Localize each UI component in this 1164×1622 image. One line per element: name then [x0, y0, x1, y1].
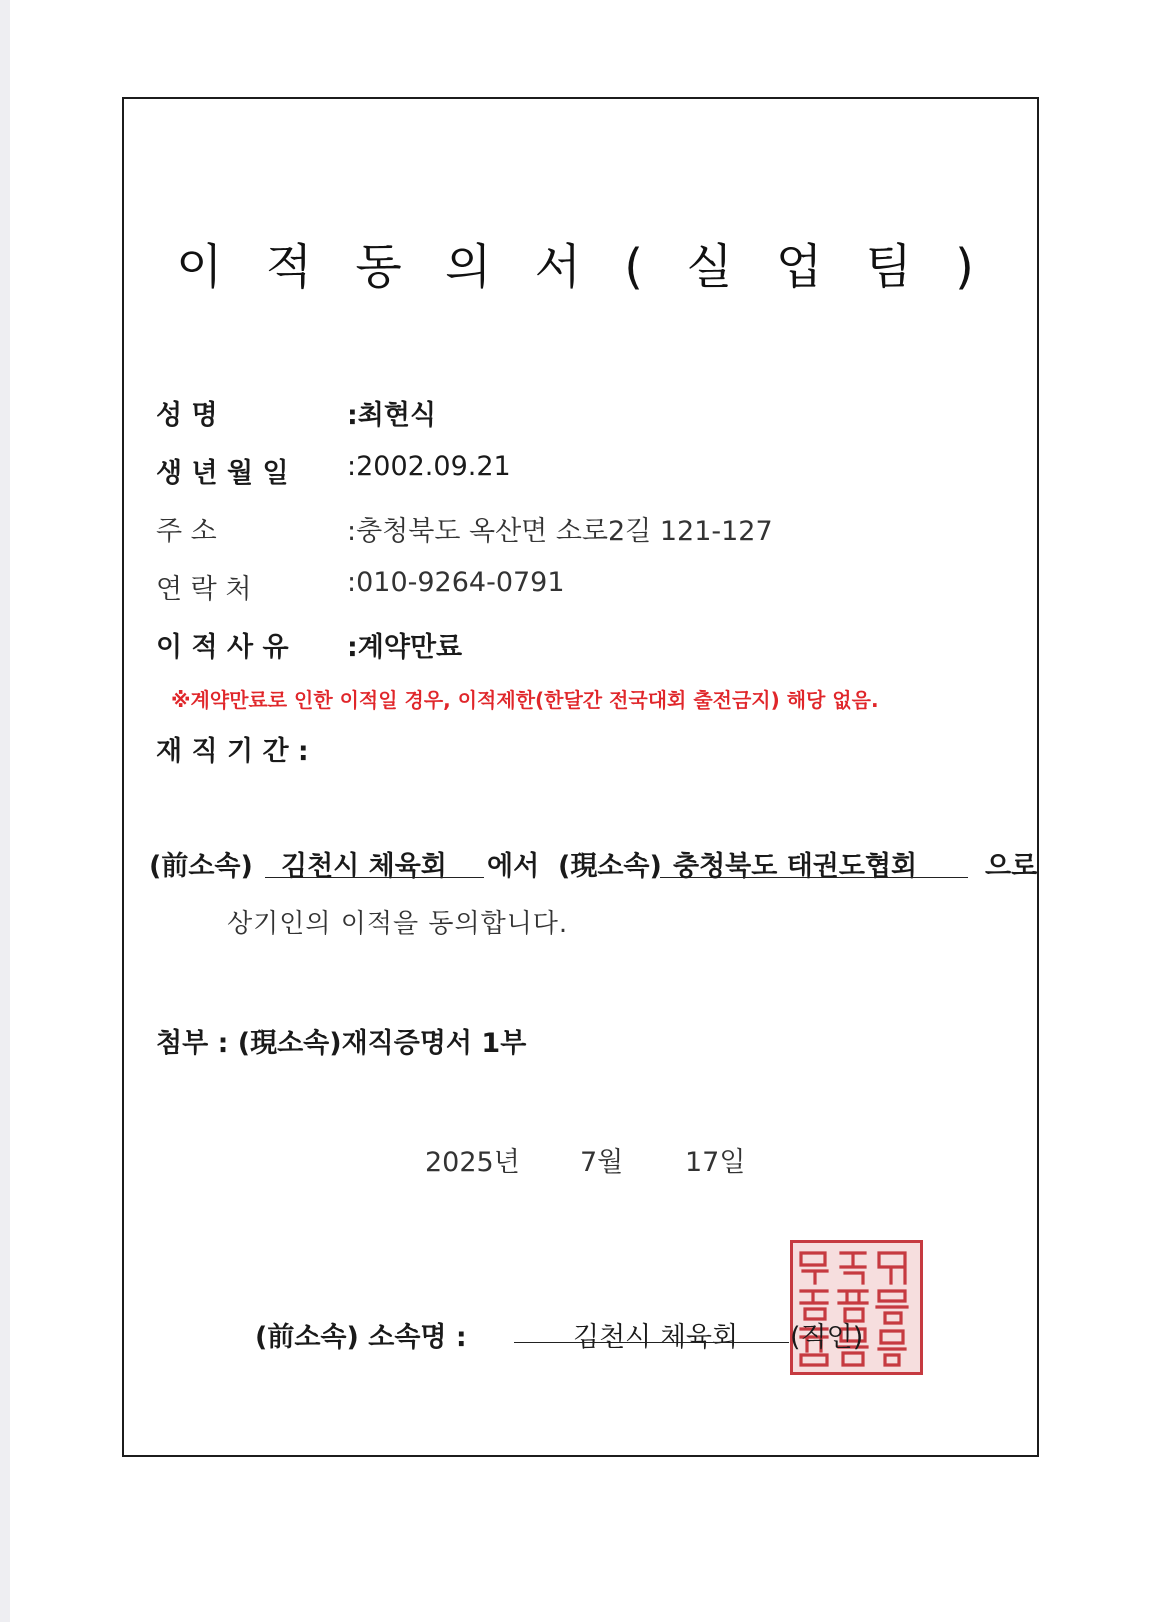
date-year: 2025년	[425, 1147, 520, 1178]
transfer-restriction-notice: ※계약만료로 인한 이적일 경우, 이적제한(한달간 전국대회 출전금지) 해당 없음.	[171, 688, 879, 712]
curr-affiliation-name: 충청북도 태권도협회	[673, 851, 918, 882]
document-title: 이 적 동 의 서 ( 실 업 팀 )	[176, 239, 988, 295]
field-value-address: :충청북도 옥산면 소로2길 121-127	[347, 516, 773, 547]
field-value-contact: :010-9264-0791	[347, 567, 565, 598]
field-value-transfer-reason: :계약만료	[347, 632, 463, 663]
signature-underline	[514, 1342, 789, 1343]
field-label-contact: 연 락 처	[156, 574, 252, 605]
to-word: 으로	[985, 851, 1038, 882]
date-day: 17일	[685, 1147, 746, 1178]
tenure-label: 재 직 기 간 :	[156, 736, 309, 767]
field-label-birthdate: 생 년 월 일	[156, 458, 289, 489]
signature-org: 김천시 체육회	[573, 1322, 739, 1353]
date-month: 7월	[580, 1147, 624, 1178]
attachment-line: 첨부 : (現소속)재직증명서 1부	[156, 1028, 527, 1059]
official-seal	[790, 1240, 923, 1375]
prev-affiliation-prefix: (前소속)	[149, 851, 253, 882]
field-value-name: :최현식	[347, 400, 437, 431]
curr-affiliation-underline	[660, 877, 968, 878]
field-label-transfer-reason: 이 적 사 유	[156, 632, 289, 663]
field-label-name: 성 명	[156, 400, 218, 431]
prev-affiliation-underline	[265, 877, 484, 878]
field-value-birthdate: :2002.09.21	[347, 451, 511, 482]
from-word: 에서	[487, 851, 540, 882]
prev-affiliation-name: 김천시 체육회	[281, 851, 447, 882]
signature-label: (前소속) 소속명 :	[255, 1322, 467, 1353]
agreement-statement: 상기인의 이적을 동의합니다.	[227, 909, 569, 939]
seal-placement-note: (직인)	[790, 1322, 864, 1353]
curr-affiliation-prefix: (現소속)	[558, 851, 662, 882]
field-label-address: 주 소	[156, 516, 217, 547]
